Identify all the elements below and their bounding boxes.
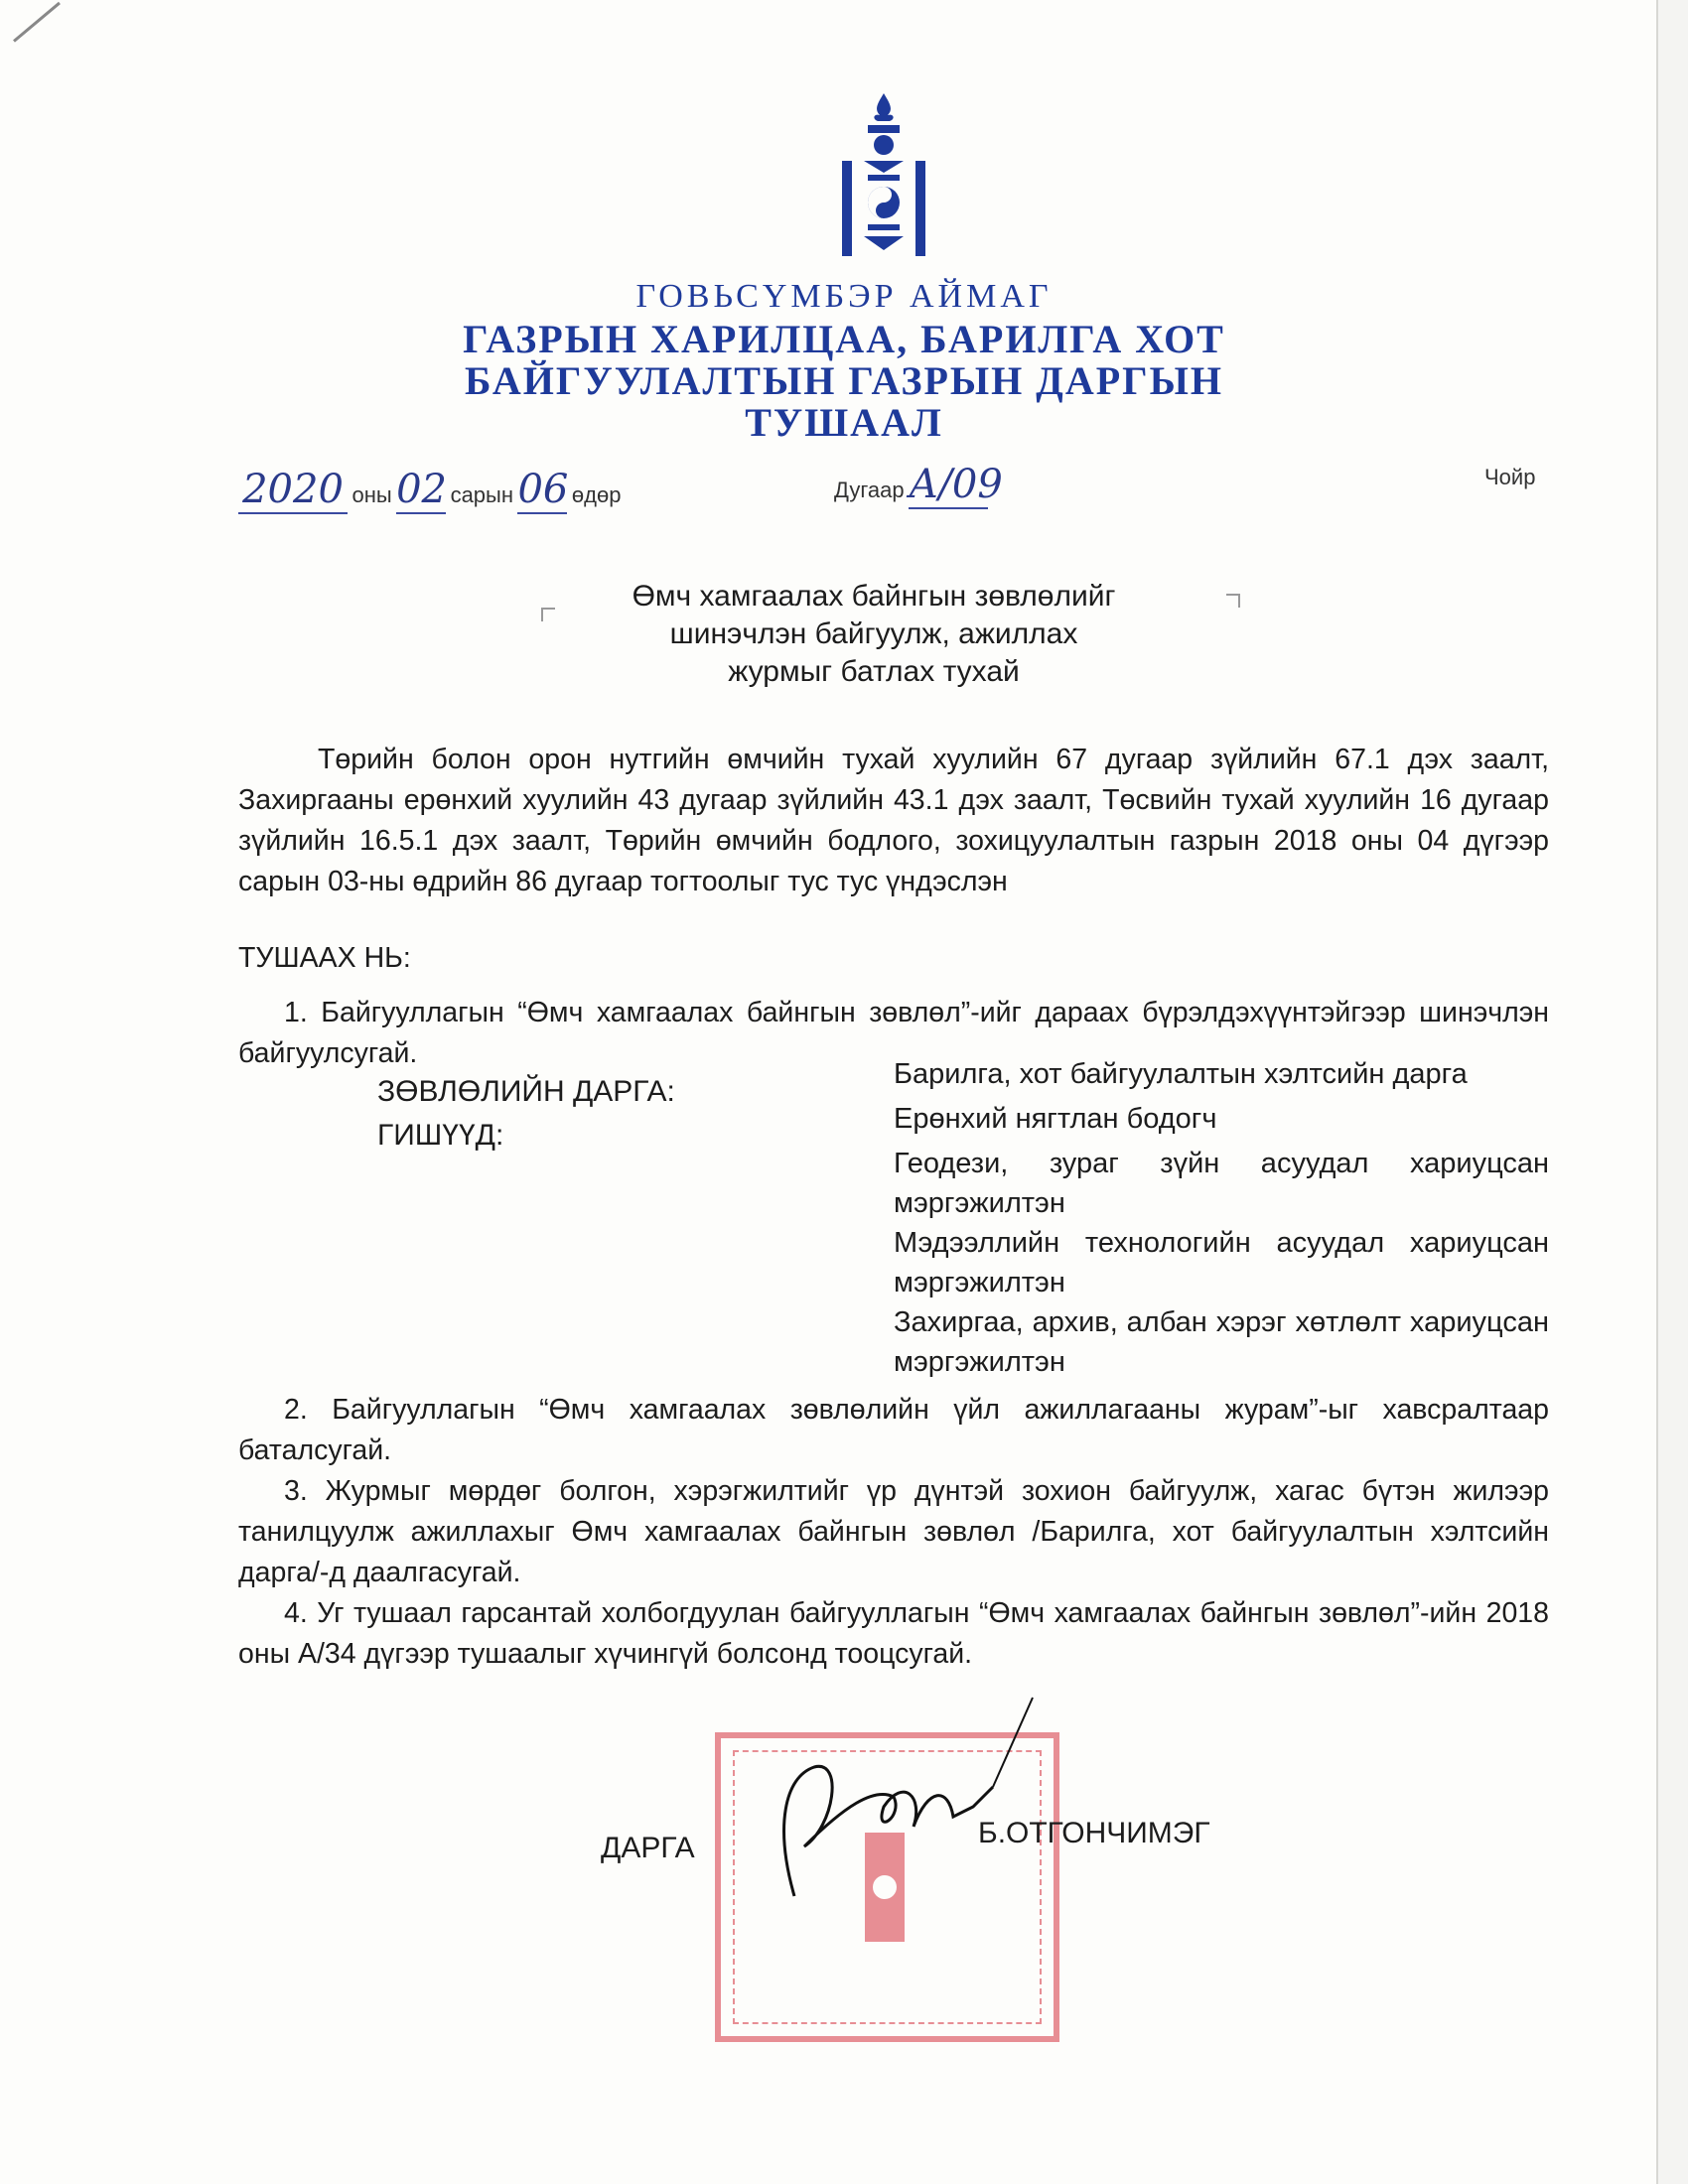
year-label: оны [352,482,392,507]
council-member-1: Ерөнхий нягтлан бодогч [894,1103,1217,1135]
council-member-4: Захиргаа, архив, албан хэрэг хөтлөлт хариуцсан мэргэжилтэн [894,1306,1549,1378]
organization-line-2: БАЙГУУЛАЛТЫН ГАЗРЫН ДАРГЫН [465,358,1223,403]
organization-line-1: ГАЗРЫН ХАРИЛЦАА, БАРИЛГА ХОТ [463,317,1225,361]
document-number [834,462,1003,509]
signatory-title: ДАРГА [601,1832,695,1864]
council-chair: Барилга, хот байгуулалтын хэлтсийн дарга [894,1058,1468,1090]
subject-line-1: Өмч хамгаалах байнгын зөвлөлийг [632,580,1116,613]
province-name: ГОВЬСҮМБЭР АЙМАГ [635,278,1053,315]
council-member-3: Мэдээллийн технологийн асуудал хариуцсан мэргэжилтэн [894,1227,1549,1298]
day-label: өдөр [571,482,622,507]
place-name: Чойр [1484,465,1536,489]
month-label: сарын [450,482,513,507]
soyombo-emblem-icon [834,91,933,260]
council-member-2: Геодези, зураг зүйн асуудал хариуцсан мэргэжилтэн [894,1148,1549,1219]
date-year: 2020 [238,467,348,514]
council-chair-label: ЗӨВЛӨЛИЙН ДАРГА: [377,1075,675,1108]
number-label: Дугаар [834,478,905,502]
document-type: ТУШААЛ [745,400,943,445]
subject-line-3: журмыг батлах тухай [728,655,1020,688]
scan-mark [13,2,61,43]
signatory-name: Б.ОТГОНЧИМЭГ [978,1817,1210,1849]
order-item-1: 1. Байгууллагын “Өмч хамгаалах байнгын зөвлөл”-ийг дараах бүрэлдэхүүнтэйгээр шинэчлэн байгуулсугай. [238,997,1549,1069]
order-word: ТУШААХ НЬ: [238,942,411,974]
date-line [238,467,621,514]
number-value: А/09 [909,462,1003,507]
date-month: 02 [396,467,448,512]
order-item-3: 3. Журмыг мөрдөг болгон, хэрэгжилтийг үр дүнтэй зохион байгуулж, хагас бүтэн жилээр танилцуулж ажиллахыг Өмч хамгаалах байнгын зөвлөл /Барилга, хот байгуулалтын хэлтсийн дарга/-д даалгасугай. [238,1475,1549,1588]
preamble-text: Төрийн болон орон нутгийн өмчийн тухай хуулийн 67 дугаар зүйлийн 67.1 дэх заалт, Захиргааны ерөнхий хуулийн 43 дугаар зүйлийн 43.1 дэх заалт, Төсвийн тухай хуулийн 16 дугаар зүйлийн 16.5.1 дэх заалт, Төрийн өмчийн бодлого, зохицуулалтын газрын 2018 оны 04 дүгээр сарын 03-ны өдрийн 86 дугаар тогтоолыг тус тус үндэслэн [238,744,1549,897]
order-item-4: 4. Уг тушаал гарсантай холбогдуулан байгууллагын “Өмч хамгаалах байнгын зөвлөл”-ийн 2018 оны А/34 дүгээр тушаалыг хүчингүй болсонд тооцсугай. [238,1597,1549,1670]
date-day: 06 [517,467,569,512]
order-item-2: 2. Байгууллагын “Өмч хамгаалах зөвлөлийн үйл ажиллагааны журам”-ыг хавсралтаар баталсугай. [238,1394,1549,1466]
subject-line-2: шинэчлэн байгуулж, ажиллах [669,617,1078,650]
handwritten-signature [755,1688,1053,1926]
council-members-label: ГИШҮҮД: [377,1119,504,1152]
